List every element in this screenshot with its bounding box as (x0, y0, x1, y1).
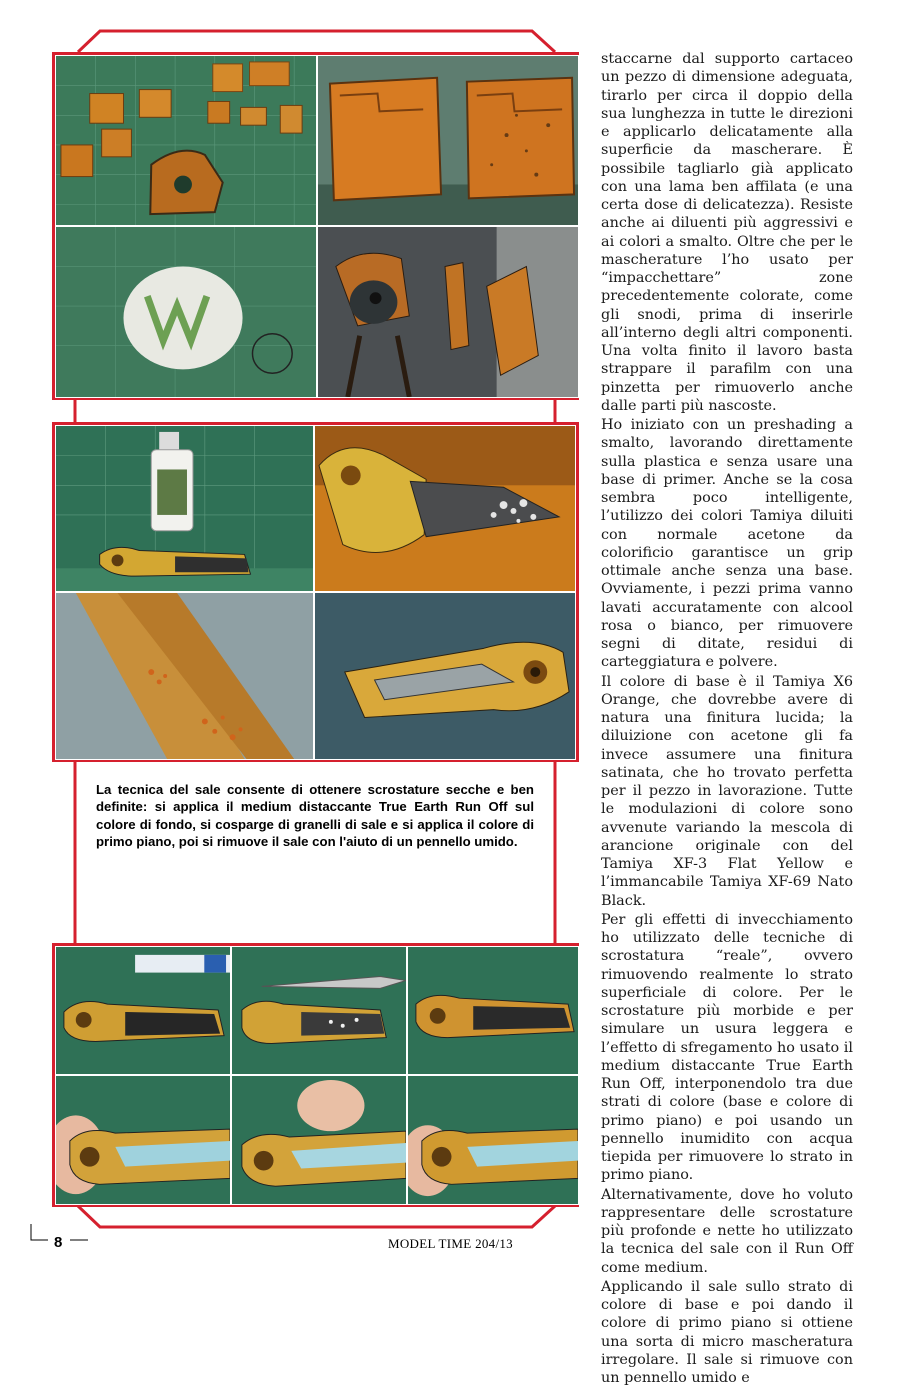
publication-name: MODEL TIME 204/13 (388, 1236, 513, 1251)
photo-group-middle (52, 422, 579, 762)
photo-chipped-blade (55, 592, 314, 760)
paragraph: Per gli effetti di invecchiamento ho utilizzato delle tecniche di scrostatura “reale”, ovvero rimuovendo realmente lo strato superficiale di colore. Per le scrostature più morbide e per simulare un usura leggera e l’effetto di sfregamento ho usato il medium distaccante True Earth Run Off, interponendolo tra due strati di colore (base e colore di primo piano) e poi usando un pennello inumidito con acqua tiepida per rimuovere lo strato in primo piano. (601, 911, 853, 1184)
article-body (601, 50, 853, 1388)
photo-caption: La tecnica del sale consente di ottenere scrostature secche e ben definite: si applica il medium distaccante True Earth Run Off sul colore di fondo, si cosparge di granelli di sale e si applica il colore di primo piano, poi si rimuove il sale con l'aiuto di un pennello umido. (96, 782, 534, 850)
paragraph: Alternativamente, dove ho voluto rappresentare delle scrostature più profonde e nette ho utilizzato la tecnica del sale con il Run Off come medium. (601, 1186, 853, 1276)
paragraph: staccarne dal supporto cartaceo un pezzo di dimensione adeguata, tirarlo per circa il doppio della sua lunghezza in tutte le direzioni e applicarlo delicatamente alla superficie da mascherare. È possibile tagliarlo già applicato con una lama ben affilata (e una certa dose di delicatezza). Resiste anche ai diluenti più aggressivi e ai colori a smalto. Oltre che per le mascherature l’ho usato per “impacchettare” zone precedentemente colorate, come gli snodi, prima di inserirle all’interno degli altri componenti. Una volta finito il lavoro basta strappare il parafilm con una pinzetta per rimuoverlo anche dalle parti più nascoste. (601, 51, 853, 414)
photo-assembled-robot (317, 226, 579, 398)
photo-step-4 (55, 1075, 231, 1205)
photo-step-1 (55, 946, 231, 1075)
photo-finished-part (314, 592, 576, 760)
paragraph: Il colore di base è il Tamiya X6 Orange, che dovrebbe avere di natura una finitura lucida; la diluizione con acetone gli fa invece assumere una finitura satinata, che ho trovato perfetta per il pezzo in lavorazione. Tutte le modulazioni di colore sono avvenute variando la mescola di arancione originale con del Tamiya XF-3 Flat Yellow e l’immancabile Tamiya XF-69 Nato Black. (601, 673, 853, 909)
photo-step-3 (407, 946, 579, 1075)
paragraph: Applicando il sale sullo strato di colore di base e poi dando il colore di primo piano si ottiene una sorta di micro mascheratura irregolare. Il sale si rimuove con un pennello umido e (601, 1278, 853, 1386)
photo-step-2 (231, 946, 407, 1075)
photo-orange-boxes (317, 55, 579, 226)
photo-small-parts (55, 55, 317, 226)
photo-group-top (52, 52, 579, 400)
photo-step-5 (231, 1075, 407, 1205)
photo-salt-closeup (314, 425, 576, 592)
photo-group-bottom (52, 943, 579, 1207)
photo-masked-disc (55, 226, 317, 398)
photo-step-6 (407, 1075, 579, 1205)
page-number: 8 (54, 1234, 63, 1251)
paragraph: Ho iniziato con un preshading a smalto, lavorando direttamente sulla plastica e senza usare una base di primer. Anche se la cosa sembra poco intelligente, l’utilizzo dei colori Tamiya diluiti con normale acetone da colorificio garantisce un grip ottimale anche senza una base. Ovviamente, i pezzi prima vanno lavati accuratamente con alcool rosa o bianco, per rimuovere segni di ditate, residui di carteggiatura e polvere. (601, 417, 853, 671)
photo-run-off-bottle (55, 425, 314, 592)
